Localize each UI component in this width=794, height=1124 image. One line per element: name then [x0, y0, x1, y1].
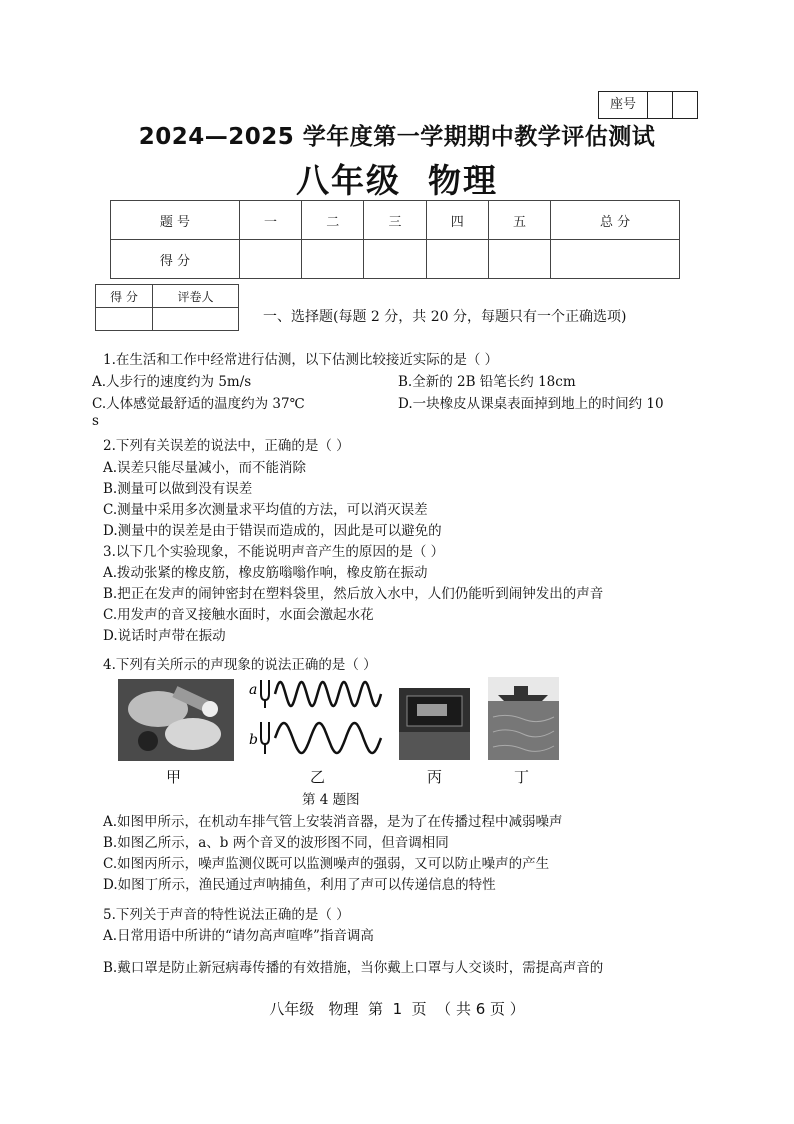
q3-option-b[interactable]: B.把正在发声的闹钟密封在塑料袋里，然后放入水中，人们仍能听到闹钟发出的声音 — [103, 586, 604, 602]
row-label: 得 分 — [111, 240, 240, 279]
photo-sonar-fishing-image — [488, 677, 559, 760]
wave-b — [275, 723, 381, 753]
q1-option-a[interactable]: A.人步行的速度约为 5m/s — [92, 374, 252, 390]
q1-option-b[interactable]: B.全新的 2B 铅笔长约 18cm — [398, 374, 576, 390]
header-cell: 题 号 — [111, 201, 240, 240]
score-cell[interactable] — [426, 240, 488, 279]
photo-noise-monitor-image — [399, 688, 470, 760]
wave-a — [275, 682, 381, 706]
q4-option-d[interactable]: D.如图丁所示，渔民通过声呐捕鱼，利用了声可以传递信息的特性 — [103, 877, 496, 893]
score-table-header-row — [111, 201, 680, 240]
question-2-stem: 2.下列有关误差的说法中，正确的是（ ） — [103, 438, 350, 454]
score-cell[interactable] — [488, 240, 550, 279]
q1-option-d-continued: s — [92, 413, 99, 429]
grader-score-label: 得 分 — [96, 285, 153, 308]
score-cell[interactable] — [364, 240, 426, 279]
question-5-stem: 5.下列关于声音的特性说法正确的是（ ） — [103, 907, 350, 923]
q3-option-d[interactable]: D.说话时声带在振动 — [103, 628, 226, 644]
header-cell: 一 — [239, 201, 301, 240]
photo-muffler — [118, 679, 234, 761]
score-cell[interactable] — [302, 240, 364, 279]
grader-score-cell[interactable] — [96, 308, 153, 331]
page-footer: 八年级 物理 第 1 页 （ 共 6 页 ） — [269, 1000, 525, 1018]
score-cell[interactable] — [551, 240, 680, 279]
grader-table — [95, 284, 239, 331]
fig-label-ding: 丁 — [514, 768, 530, 786]
seat-label: 座号 — [599, 92, 648, 118]
photo-noise-monitor — [399, 688, 470, 760]
q1-option-c[interactable]: C.人体感觉最舒适的温度约为 37℃ — [92, 396, 305, 412]
question-1-stem: 1.在生活和工作中经常进行估测，以下估测比较接近实际的是（ ） — [103, 352, 499, 368]
q2-option-a[interactable]: A.误差只能尽量减小，而不能消除 — [103, 460, 307, 476]
q4-option-b[interactable]: B.如图乙所示，a、b 两个音叉的波形图不同，但音调相同 — [103, 835, 449, 851]
seat-number-box — [598, 91, 698, 119]
q3-option-c[interactable]: C.用发声的音叉接触水面时，水面会激起水花 — [103, 607, 374, 623]
waveform-diagram — [247, 674, 387, 764]
q2-option-b[interactable]: B.测量可以做到没有误差 — [103, 481, 253, 497]
question-4-stem: 4.下列有关所示的声现象的说法正确的是（ ） — [103, 657, 377, 673]
q2-option-d[interactable]: D.测量中的误差是由于错误而造成的，因此是可以避免的 — [103, 523, 442, 539]
score-table — [110, 200, 680, 279]
fig-label-jia: 甲 — [166, 768, 182, 786]
q4-option-a[interactable]: A.如图甲所示，在机动车排气管上安装消音器，是为了在传播过程中减弱噪声 — [103, 814, 563, 830]
fig-label-bing: 丙 — [427, 768, 443, 786]
q5-option-a[interactable]: A.日常用语中所讲的“请勿高声喧哗”指音调高 — [103, 928, 374, 944]
q4-option-c[interactable]: C.如图丙所示，噪声监测仪既可以监测噪声的强弱，又可以防止噪声的产生 — [103, 856, 550, 872]
grader-label: 评卷人 — [153, 285, 239, 308]
section-heading: 一、选择题(每题 2 分，共 20 分，每题只有一个正确选项) — [263, 309, 627, 325]
tuning-fork-waveforms — [247, 674, 387, 768]
header-cell: 三 — [364, 201, 426, 240]
q1-option-d[interactable]: D.一块橡皮从课桌表面掉到地上的时间约 10 — [398, 396, 664, 412]
exam-title: 2024—2025 学年度第一学期期中教学评估测试 — [138, 124, 656, 150]
header-cell: 二 — [302, 201, 364, 240]
photo-sonar-fishing — [488, 677, 559, 760]
q2-option-c[interactable]: C.测量中采用多次测量求平均值的方法，可以消灭误差 — [103, 502, 428, 518]
header-cell: 总 分 — [551, 201, 680, 240]
q5-option-b[interactable]: B.戴口罩是防止新冠病毒传播的有效措施，当你戴上口罩与人交谈时，需提高声音的 — [103, 960, 604, 976]
exam-subject: 八年级 物理 — [296, 161, 498, 200]
seat-cell[interactable] — [648, 92, 673, 118]
seat-cell[interactable] — [673, 92, 697, 118]
score-cell[interactable] — [239, 240, 301, 279]
header-cell: 五 — [488, 201, 550, 240]
photo-muffler-image — [118, 679, 234, 761]
q3-option-a[interactable]: A.拨动张紧的橡皮筋，橡皮筋嗡嗡作响，橡皮筋在振动 — [103, 565, 428, 581]
fig-label-yi: 乙 — [310, 768, 326, 786]
header-cell: 四 — [426, 201, 488, 240]
figure-caption: 第 4 题图 — [302, 792, 360, 808]
wave-b-label: b — [249, 732, 258, 748]
score-table-score-row — [111, 240, 680, 279]
question-3-stem: 3.以下几个实验现象，不能说明声音产生的原因的是（ ） — [103, 544, 445, 560]
wave-a-label: a — [249, 682, 258, 698]
grader-name-cell[interactable] — [153, 308, 239, 331]
